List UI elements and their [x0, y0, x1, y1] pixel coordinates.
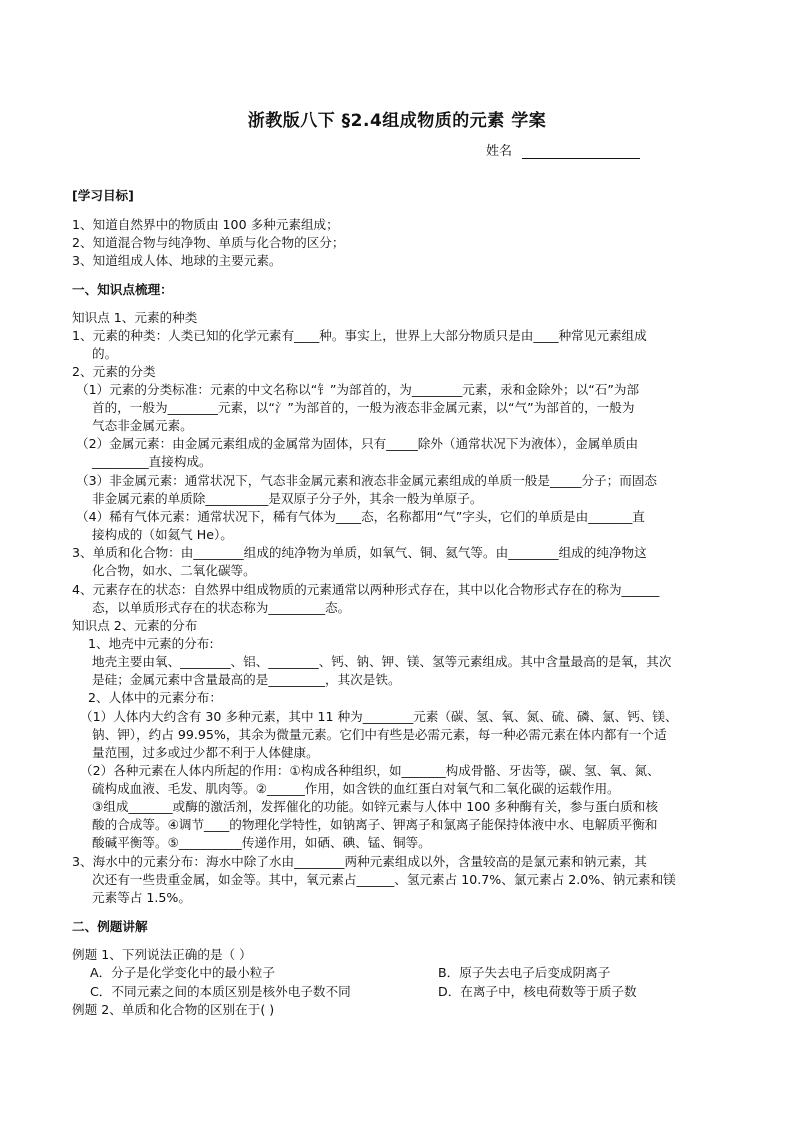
text-line: 的。	[92, 346, 118, 361]
text-line: 接构成的（如氦气 He）。	[92, 527, 233, 542]
text-line: 是硅；金属元素中含量最高的是_________，其次是铁。	[92, 672, 401, 687]
goal-3: 3、知道组成人体、地球的主要元素。	[72, 253, 282, 268]
text-line: 气态非金属元素。	[92, 418, 193, 433]
kp2-heading: 知识点 2、元素的分布	[72, 618, 198, 633]
name-field	[486, 140, 640, 159]
kp1-heading: 知识点 1、元素的种类	[72, 310, 198, 325]
text-line: 地壳主要由氧、________、铝、________、钙、钠、钾、镁、氢等元素组成。其中含量最高的是氧，其次	[92, 654, 672, 669]
option-c: C．不同元素之间的本质区别是核外电子数不同	[90, 984, 351, 999]
text-line: ③组成_______或酶的激活剂，发挥催化的功能。如锌元素与人体中 100 多种酶有关，参与蛋白质和核	[92, 799, 658, 814]
page-title: 浙教版八下 §2.4组成物质的元素 学案	[247, 111, 547, 131]
text-line: 1、元素的种类：人类已知的化学元素有____种。事实上，世界上大部分物质只是由____种常见元素组成	[72, 328, 647, 343]
example-2-question: 例题 2、单质和化合物的区别在于( )	[72, 1002, 275, 1017]
text-line: 2、元素的分类	[72, 364, 156, 379]
text-line: 首的，一般为________元素，以“氵”为部首的，一般为液态非金属元素，以“气”为部首的，一般为	[92, 400, 635, 415]
text-line: 1、地壳中元素的分布:	[88, 636, 214, 651]
text-line: 元素等占 1.5%。	[92, 890, 191, 905]
section-goals-heading: [学习目标]	[72, 188, 134, 203]
section-2-heading: 二、例题讲解	[72, 919, 148, 934]
text-line: 2、人体中的元素分布：	[88, 690, 222, 705]
section-1-heading: 一、知识点梳理：	[72, 282, 173, 297]
option-b: B．原子失去电子后变成阴离子	[438, 965, 611, 980]
goal-2: 2、知道混合物与纯净物、单质与化合物的区分；	[72, 235, 345, 250]
text-line: _________直接构成。	[92, 454, 212, 469]
text-line: 次还有一些贵重金属，如金等。其中，氧元素占______、氢元素占 10.7%、氯元素占 2.0%、钠元素和镁	[92, 872, 676, 887]
text-line: 量范围，过多或过少都不利于人体健康。	[92, 745, 319, 760]
option-d: D．在离子中，核电荷数等于质子数	[438, 984, 637, 999]
text-line: 化合物，如水、二氧化碳等。	[92, 563, 256, 578]
text-line: （1）人体内大约含有 30 多种元素，其中 11 种为________元素（碳、氢、氧、氮、硫、磷、氯、钙、镁、	[80, 709, 678, 724]
option-a: A．分子是化学变化中的最小粒子	[90, 965, 275, 980]
text-line: （2）各种元素在人体内所起的作用：①构成各种组织，如_______构成骨骼、牙齿等，碳、氢、氧、氮、	[80, 763, 660, 778]
text-line: 酸碱平衡等。⑤__________传递作用，如硒、碘、锰、铜等。	[92, 835, 431, 850]
text-line: 4、元素存在的状态：自然界中组成物质的元素通常以两种形式存在，其中以化合物形式存在的称为______	[72, 582, 660, 597]
text-line: 钠、钾），约占 99.95%，其余为微量元素。它们中有些是必需元素，每一种必需元素在体内都有一个适	[92, 727, 667, 742]
name-label: 姓名	[486, 144, 513, 159]
text-line: 硫构成血液、毛发、肌肉等。②______作用，如含铁的血红蛋白对氧气和二氧化碳的运载作用。	[92, 781, 620, 796]
name-blank[interactable]	[522, 146, 640, 159]
text-line: （1）元素的分类标准：元素的中文名称以“钅”为部首的，为________元素，汞和金除外；以“石”为部	[76, 382, 640, 397]
goal-1: 1、知道自然界中的物质由 100 多种元素组成；	[72, 217, 339, 232]
text-line: （3）非金属元素：通常状况下，气态非金属元素和液态非金属元素组成的单质一般是_____分子；而固态	[76, 473, 658, 488]
example-1-question: 例题 1、下列说法正确的是（ ）	[72, 947, 252, 962]
text-line: 态，以单质形式存在的状态称为_________态。	[92, 600, 351, 615]
text-line: 3、海水中的元素分布：海水中除了水由________两种元素组成以外，含量较高的是氯元素和钠元素，其	[72, 854, 647, 869]
text-line: 非金属元素的单质除__________是双原子分子外，其余一般为单原子。	[92, 491, 483, 506]
text-line: （4）稀有气体元素：通常状况下，稀有气体为____态，名称都用“气”字头，它们的单质是由_______直	[76, 509, 645, 524]
text-line: 3、单质和化合物：由________组成的纯净物为单质，如氧气、铜、氦气等。由________组成的纯净物这	[72, 545, 647, 560]
text-line: 酸的合成等。④调节____的物理化学特性，如钠离子、钾离子和氯离子能保持体液中水、电解质平衡和	[92, 817, 658, 832]
text-line: （2）金属元素：由金属元素组成的金属常为固体，只有_____除外（通常状况下为液体），金属单质由	[76, 436, 639, 451]
